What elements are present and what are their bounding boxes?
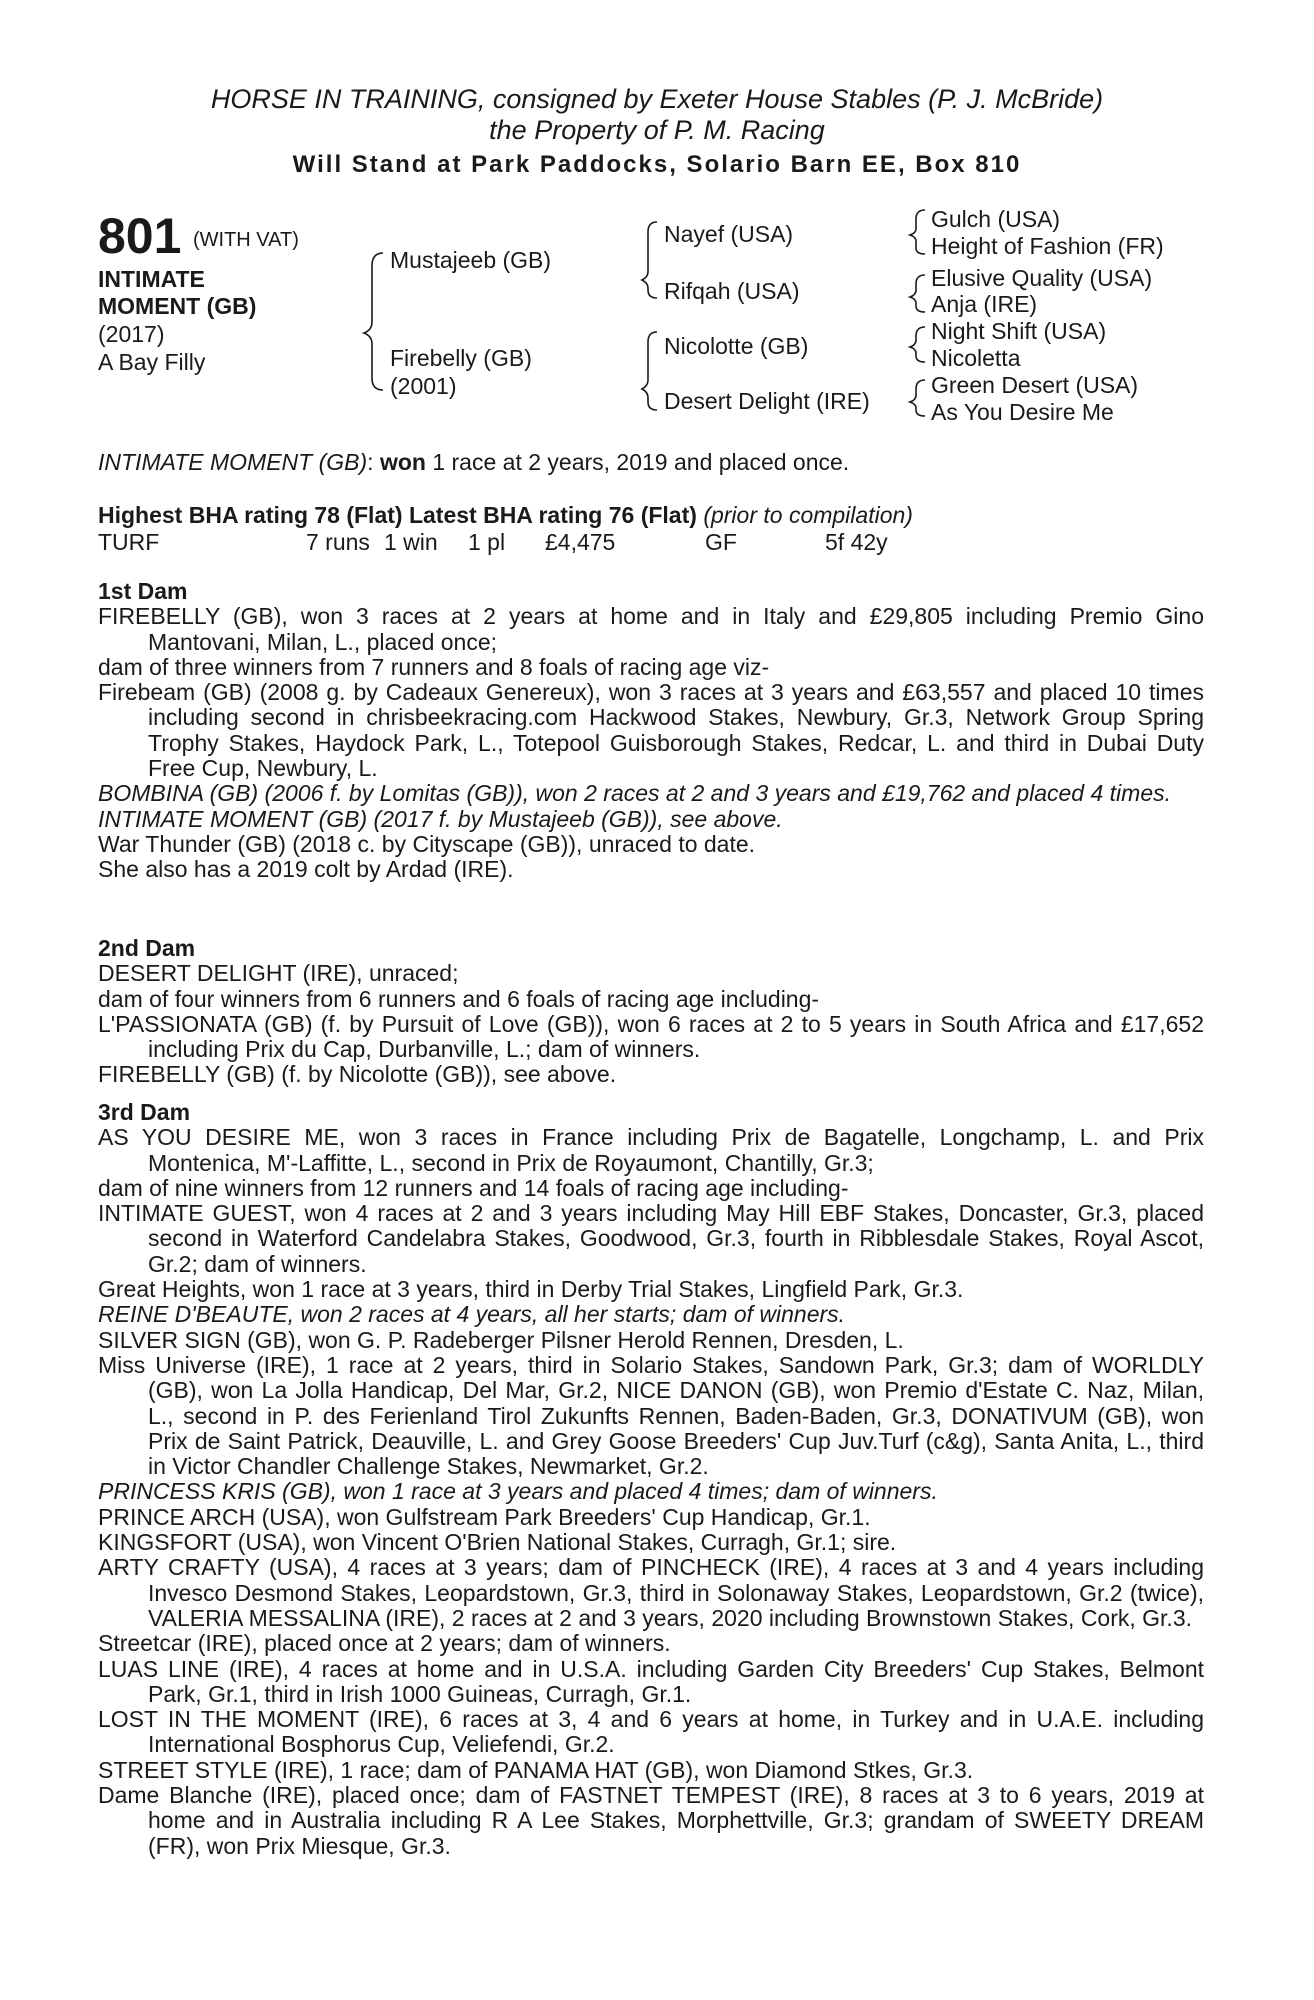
turf-placed: 1 pl — [468, 529, 506, 555]
ancestor-2: Height of Fashion (FR) — [931, 233, 1164, 259]
grandfoal-luas-line: LUAS LINE (IRE), 4 races at home and in U.S.A. including Garden City Breeders' Cup Stakes, Belmont Park, Gr.1, third in Irish 1000 Guineas, Curragh, Gr.1. — [98, 1655, 1204, 1707]
lot-number: 801 — [98, 208, 182, 264]
sire-name: Mustajeeb (GB) — [390, 247, 552, 273]
first-dam-heading: 1st Dam — [98, 578, 188, 604]
ancestor-5: Night Shift (USA) — [931, 318, 1107, 344]
grandfoal-miss-universe: Miss Universe (IRE), 1 race at 2 years, third in Solario Stakes, Sandown Park, Gr.3; dam of WORLDLY (GB), won La Jolla Handicap, Del Mar, Gr.2, NICE DANON (GB), won Premio d'Estate C. Naz, Milan, L., second in P. des Ferienland Tirol Zukunfts Rennen, Baden-Baden, Gr.3, DONATIVUM (GB), won Prix de Saint Patrick, Deauville, L. and Grey Goose Breeders' Cup Juv.Turf (c&g), Santa Anita, L., third in Victor Chandler Challenge Stakes, Newmarket, Gr.2. — [98, 1351, 1204, 1480]
turf-wins: 1 win — [384, 529, 438, 555]
ancestor-3: Elusive Quality (USA) — [931, 265, 1153, 291]
dam-year: (2001) — [390, 373, 457, 399]
ancestor-6: Nicoletta — [931, 345, 1021, 371]
vat-label: (WITH VAT) — [193, 229, 299, 251]
grandfoal-street-style: STREET STYLE (IRE), 1 race; dam of PANAMA HAT (GB), won Diamond Stkes, Gr.3. — [98, 1756, 974, 1783]
foal-great-heights: Great Heights, won 1 race at 3 years, third in Derby Trial Stakes, Lingfield Park, Gr.3. — [98, 1276, 964, 1303]
second-dam-produce: dam of four winners from 6 runners and 6 foals of racing age including- — [98, 985, 820, 1012]
second-dam-section — [98, 936, 1204, 1088]
summary-won: won — [379, 449, 426, 475]
horse-name-line1: INTIMATE — [98, 266, 205, 292]
third-dam-record: AS YOU DESIRE ME, won 3 races in France including Prix de Bagatelle, Longchamp, L. and Prix Montenica, M'-Laffitte, L., second in Prix de Royaumont, Chantilly, Gr.3; — [98, 1124, 1204, 1176]
first-dam-section — [98, 579, 1204, 883]
first-dam-record: FIREBELLY (GB), won 3 races at 2 years at home and in Italy and £29,805 including Premio Gino Mantovani, Milan, L., placed once; — [98, 603, 1204, 655]
foal-bombina: BOMBINA (GB) (2006 f. by Lomitas (GB)), won 2 races at 2 and 3 years and £19,762 and placed 4 times. — [98, 780, 1172, 807]
sire-sire-name: Nayef (USA) — [664, 221, 794, 247]
turf-going: GF — [705, 529, 737, 555]
grandfoal-silver-sign: SILVER SIGN (GB), won G. P. Radeberger Pilsner Herold Rennen, Dresden, L. — [98, 1326, 904, 1353]
ancestor-1: Gulch (USA) — [931, 206, 1061, 232]
foal-intimate-guest: INTIMATE GUEST, won 4 races at 2 and 3 years including May Hill EBF Stakes, Doncaster, Gr.3, placed second in Waterford Candelabra Stakes, Goodwood, Gr.3, fourth in Ribblesdale Stakes, Royal Ascot, Gr.2; dam of winners. — [98, 1200, 1204, 1277]
sire-dam-name: Rifqah (USA) — [664, 278, 800, 304]
location-line: Will Stand at Park Paddocks, Solario Barn EE, Box 810 — [292, 151, 1022, 178]
foal-firebelly: FIREBELLY (GB) (f. by Nicolotte (GB)), see above. — [98, 1061, 617, 1088]
turf-surface: TURF — [98, 529, 160, 555]
ancestor-4: Anja (IRE) — [931, 291, 1038, 317]
grandfoal-lost-in-the-moment: LOST IN THE MOMENT (IRE), 6 races at 3, 4 and 6 years at home, in Turkey and in U.A.E. including International Bosphorus Cup, Veliefendi, Gr.2. — [98, 1706, 1204, 1758]
ancestor-7: Green Desert (USA) — [931, 372, 1139, 398]
turf-distance: 5f 42y — [825, 529, 888, 555]
rating-text: Highest BHA rating 78 (Flat) Latest BHA rating 76 (Flat) — [98, 502, 697, 528]
foal-lpassionata: L'PASSIONATA (GB) (f. by Pursuit of Love (GB)), won 6 races at 2 to 5 years in South Africa and £17,652 including Prix du Cap, Durbanville, L.; dam of winners. — [98, 1010, 1204, 1063]
summary-colon: : — [367, 449, 380, 475]
owner-line: the Property of P. M. Racing — [489, 115, 825, 145]
turf-earnings: £4,475 — [545, 529, 616, 555]
grandfoal-dame-blanche: Dame Blanche (IRE), placed once; dam of FASTNET TEMPEST (IRE), 8 races at 3 to 6 years, 2019 at home and in Australia including R A Lee Stakes, Morphettville, Gr.3; grandam of SWEETY DREAM (FR), won Prix Miesque, Gr.3. — [98, 1782, 1204, 1859]
foal-reine-dbeaute: REINE D'BEAUTE, won 2 races at 4 years, all her starts; dam of winners. — [98, 1301, 846, 1328]
third-dam-heading: 3rd Dam — [98, 1099, 191, 1125]
third-dam-section — [98, 1100, 1204, 1859]
third-dam-produce: dam of nine winners from 12 runners and 14 foals of racing age including- — [98, 1174, 849, 1201]
horse-name-line2: MOMENT (GB) — [98, 293, 257, 319]
bha-rating — [98, 502, 913, 529]
foal-firebeam: Firebeam (GB) (2008 g. by Cadeaux Genereux), won 3 races at 3 years and £63,557 and placed 10 times including second in chrisbeekracing.com Hackwood Stakes, Newbury, Gr.3, Network Group Spring Trophy Stakes, Haydock Park, L., Totepool Guisborough Stakes, Redcar, L. and third in Dubai Duty Free Cup, Newbury, L. — [98, 679, 1204, 782]
consignor-line: HORSE IN TRAINING, consigned by Exeter House Stables (P. J. McBride) — [210, 84, 1104, 114]
foal-war-thunder: War Thunder (GB) (2018 c. by Cityscape (GB)), unraced to date. — [98, 830, 756, 857]
grandfoal-kingsfort: KINGSFORT (USA), won Vincent O'Brien National Stakes, Curragh, Gr.1; sire. — [98, 1529, 897, 1556]
foal-princess-kris: PRINCESS KRIS (GB), won 1 race at 3 years and placed 4 times; dam of winners. — [98, 1478, 938, 1505]
grandfoal-prince-arch: PRINCE ARCH (USA), won Gulfstream Park Breeders' Cup Handicap, Gr.1. — [98, 1503, 871, 1530]
dam-sire-name: Nicolotte (GB) — [664, 333, 809, 359]
foaling-year: (2017) — [98, 321, 165, 347]
summary-name: INTIMATE MOMENT (GB) — [98, 449, 368, 475]
ancestor-8: As You Desire Me — [931, 399, 1114, 425]
rating-note: (prior to compilation) — [703, 502, 913, 528]
second-dam-heading: 2nd Dam — [98, 935, 196, 961]
foal-streetcar: Streetcar (IRE), placed once at 2 years; dam of winners. — [98, 1630, 671, 1657]
first-dam-produce: dam of three winners from 7 runners and 8 foals of racing age viz- — [98, 653, 770, 680]
first-dam-note: She also has a 2019 colt by Ardad (IRE). — [98, 856, 514, 883]
grandfoal-arty-crafty: ARTY CRAFTY (USA), 4 races at 3 years; dam of PINCHECK (IRE), 4 races at 3 and 4 years including Invesco Desmond Stakes, Leopardstown, Gr.3, third in Solonaway Stakes, Leopardstown, Gr.2 (twice), VALERIA MESSALINA (IRE), 2 races at 2 and 3 years, 2020 including Brownstown Stakes, Cork, Gr.3. — [98, 1554, 1204, 1631]
foal-intimate-moment: INTIMATE MOMENT (GB) (2017 f. by Mustajeeb (GB)), see above. — [98, 805, 783, 832]
summary-rest: 1 race at 2 years, 2019 and placed once. — [425, 449, 850, 475]
second-dam-record: DESERT DELIGHT (IRE), unraced; — [98, 960, 459, 987]
dam-name: Firebelly (GB) — [390, 345, 532, 371]
turf-runs: 7 runs — [306, 529, 370, 555]
race-summary — [98, 448, 849, 476]
dam-dam-name: Desert Delight (IRE) — [664, 388, 870, 414]
horse-description: A Bay Filly — [98, 349, 206, 375]
